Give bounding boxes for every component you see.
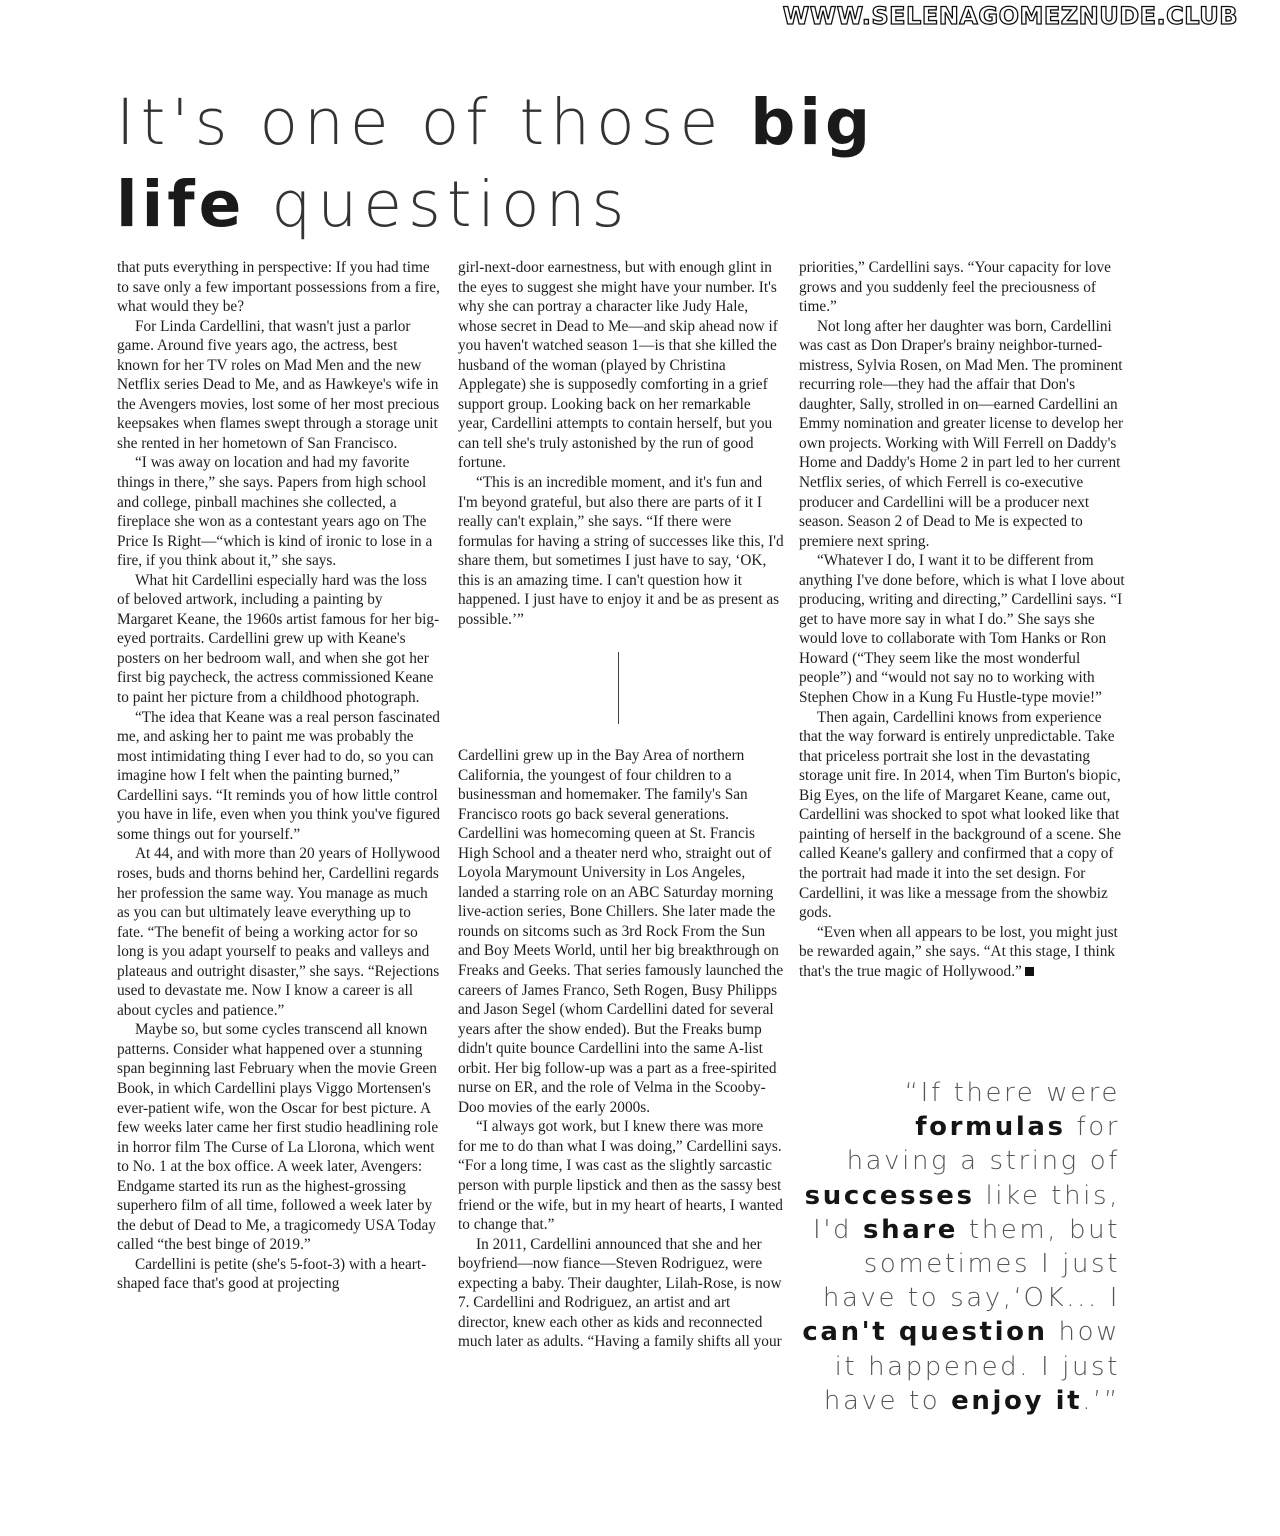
headline-bold-text: big: [750, 86, 875, 159]
pull-quote-emphasis: share: [863, 1214, 959, 1245]
headline-light-text: It's one of those: [116, 86, 751, 159]
article-column-2-bottom: [458, 746, 784, 1352]
headline-light-text: questions: [245, 168, 631, 241]
pull-quote-emphasis: enjoy it: [951, 1385, 1083, 1416]
pull-quote-text: them, but: [958, 1214, 1120, 1245]
pull-quote-text: have to: [823, 1385, 952, 1416]
paragraph: priorities,” Cardellini says. “Your capacity for love grows and you suddenly feel the preciousness of time.”: [799, 259, 1111, 316]
headline-line-1: [116, 82, 1016, 164]
paragraph: Cardellini grew up in the Bay Area of northern California, the youngest of four children to a businessman and homemaker. The family's San Francisco roots go back several generations. Cardellini was homecoming queen at St. Francis High School and a theater nerd who, straight out of Loyola Marymount University in Los Angeles, landed a starring role on an ABC Saturday morning live-action series, Bone Chillers. She later made the rounds on sitcoms such as 3rd Rock From the Sun and Boy Meets World, until her big breakthrough on Freaks and Geeks. That series famously launched the careers of James Franco, Seth Rogen, Busy Philipps and Jason Segel (whom Cardellini dated for several years after the show ended). But the Freaks bump didn't quite bounce Cardellini into the same A-list orbit. Her big follow-up was a part as a free-spirited nurse on ER, and the role of Velma in the Scooby-Doo movies of the early 2000s.: [458, 747, 784, 1116]
paragraph: “The idea that Keane was a real person fascinated me, and asking her to paint me was probably the most intimidating thing I ever had to do, so you can imagine how I felt when the painting burned,” Cardellini says. “It reminds you of how little control you have in life, even when you think you've figured some things out for yourself.”: [117, 708, 441, 843]
article-column-1: [117, 258, 441, 1294]
pull-quote-line: it happened. I just: [834, 1351, 1120, 1382]
section-divider-rule: [618, 652, 619, 724]
pull-quote-text: how: [1047, 1317, 1120, 1348]
paragraph: Cardellini is petite (she's 5-foot-3) with a heart-shaped face that's good at projecting: [117, 1255, 427, 1293]
paragraph: For Linda Cardellini, that wasn't just a parlor game. Around five years ago, the actress, best known for her TV roles on Mad Men and the new Netflix series Dead to Me, and as Hawkeye's wife in the Avengers movies, lost some of her most precious keepsakes when flames swept through a storage unit she rented in her hometown of San Francisco.: [117, 317, 440, 452]
headline-line-2: [116, 164, 1016, 246]
paragraph: Then again, Cardellini knows from experience that the way forward is entirely unpredictable. Take that priceless portrait she lost in the devastating storage unit fire. In 2014, when Tim Burton's biopic, Big Eyes, on the life of Margaret Keane, came out, Cardellini was shocked to spot what looked like that painting of herself in the background of a scene. She called Keane's gallery and confirmed that a copy of the portrait had made it into the set design. For Cardellini, it was like a message from the showbiz gods.: [799, 708, 1121, 922]
watermark-url: WWW.SELENAGOMEZNUDE.CLUB: [782, 2, 1238, 30]
article-column-3: [799, 258, 1126, 981]
paragraph-last: [799, 923, 1126, 982]
pull-quote-text: .’”: [1082, 1385, 1120, 1416]
pull-quote-line: have to say,‘OK... I: [822, 1283, 1120, 1314]
paragraph: “Whatever I do, I want it to be different from anything I've done before, which is what I love about producing, writing and directing,” Cardellini says. “I get to have more say in what I do.” She says she would love to collaborate with Tom Hanks or Ron Howard (“They seem like the most wonderful people”) and “would not say no to working with Stephen Chow in a Kung Fu Hustle-type movie!”: [799, 552, 1125, 707]
pull-quote-emphasis: can't question: [802, 1317, 1048, 1348]
paragraph: “I always got work, but I knew there was more for me to do than what I was doing,” Cardellini says. “For a long time, I was cast as the slightly sarcastic person with purple lipstick and then as the sassy best friend or the wife, but in my heart of hearts, I wanted to change that.”: [458, 1118, 783, 1234]
article-column-2-top: [458, 258, 784, 629]
paragraph: “This is an incredible moment, and it's fun and I'm beyond grateful, but also there are parts of it I really can't explain,” she says. “If there were formulas for having a string of successes like this, I'd share them, but sometimes I just have to say, ‘OK, this is an amazing time. I can't question how it happened. I just have to enjoy it and be as present as possible.’”: [458, 474, 784, 628]
paragraph: Maybe so, but some cycles transcend all known patterns. Consider what happened over a stunning span beginning last February when the movie Green Book, in which Cardellini plays Viggo Mortensen's ever-patient wife, won the Oscar for best picture. A few weeks later came her first studio headlining role in horror film The Curse of La Llorona, which went to No. 1 at the box office. A week later, Avengers: Endgame started its run as the highest-grossing superhero film of all time, followed a week later by the debut of Dead to Me, a tragicomedy USA Today called “the best binge of 2019.”: [117, 1021, 439, 1254]
pull-quote-text: like this,: [974, 1180, 1120, 1211]
pull-quote: [790, 1076, 1120, 1418]
paragraph-text: “Even when all appears to be lost, you might just be rewarded again,” she says. “At this stage, I think that's the true magic of Hollywood.”: [799, 923, 1118, 980]
paragraph: that puts everything in perspective: If you had time to save only a few important possessions from a fire, what would they be?: [117, 259, 440, 316]
pull-quote-text: I'd: [813, 1214, 864, 1245]
paragraph: girl-next-door earnestness, but with enough glint in the eyes to suggest she might have your number. It's why she can portray a character like Judy Hale, whose secret in Dead to Me—and skip ahead now if you haven't watched season 1—is that she killed the husband of the woman (played by Christina Applegate) she is supposedly comforting in a grief support group. Looking back on her remarkable year, Cardellini attempts to contain herself, but you can tell she's truly astonished by the run of good fortune.: [458, 259, 778, 472]
pull-quote-line: [790, 1110, 1120, 1144]
paragraph: “I was away on location and had my favorite things in there,” she says. Papers from high school and college, pinball machines she collected, a fireplace she won as a contestant years ago on The Price Is Right—“which is kind of ironic to lose in a fire, if you think about it,” she says.: [117, 454, 433, 570]
end-mark-icon: [1025, 967, 1034, 976]
pull-quote-line: [790, 1213, 1120, 1247]
pull-quote-line: having a string of: [846, 1146, 1120, 1177]
paragraph: At 44, and with more than 20 years of Hollywood roses, buds and thorns behind her, Cardellini regards her profession the same way. You manage as much as you can but ultimately leave everything up to fate. “The benefit of being a working actor for so long is you adapt yourself to peaks and valleys and plateaus and outright disaster,” she says. “Rejections used to devastate me. Now I know a career is all about cycles and patience.”: [117, 845, 441, 1019]
headline-bold-text: life: [116, 168, 246, 241]
page-headline: [116, 82, 1016, 246]
pull-quote-text: for: [1065, 1112, 1120, 1143]
pull-quote-line: “If there were: [904, 1078, 1120, 1108]
pull-quote-line: [790, 1315, 1120, 1349]
paragraph: What hit Cardellini especially hard was the loss of beloved artwork, including a painting by Margaret Keane, the 1960s artist famous for her big-eyed portraits. Cardellini grew up with Keane's posters on her bedroom wall, and when she got her first big paycheck, the actress commissioned Keane to paint her picture from a childhood photograph.: [117, 571, 440, 707]
pull-quote-emphasis: formulas: [915, 1112, 1066, 1143]
paragraph: Not long after her daughter was born, Cardellini was cast as Don Draper's brainy neighbor-turned-mistress, Sylvia Rosen, on Mad Men. The prominent recurring role—they had the affair that Don's daughter, Sally, strolled in on—earned Cardellini an Emmy nomination and greater license to develop her own projects. Working with Will Ferrell on Daddy's Home and Daddy's Home 2 in part led to her current Netflix series, of which Ferrell is co-executive producer and Cardellini will be a producer next season. Season 2 of Dead to Me is expected to premiere next spring.: [799, 317, 1124, 550]
pull-quote-line: [790, 1179, 1120, 1213]
paragraph: In 2011, Cardellini announced that she and her boyfriend—now fiance—Steven Rodriguez, were expecting a baby. Their daughter, Lilah-Rose, is now 7. Cardellini and Rodriguez, an artist and art director, knew each other as kids and reconnected much later as adults. “Having a family shifts all your: [458, 1235, 782, 1351]
pull-quote-line: sometimes I just: [863, 1249, 1120, 1280]
pull-quote-line: [790, 1384, 1120, 1418]
pull-quote-emphasis: successes: [804, 1180, 975, 1211]
